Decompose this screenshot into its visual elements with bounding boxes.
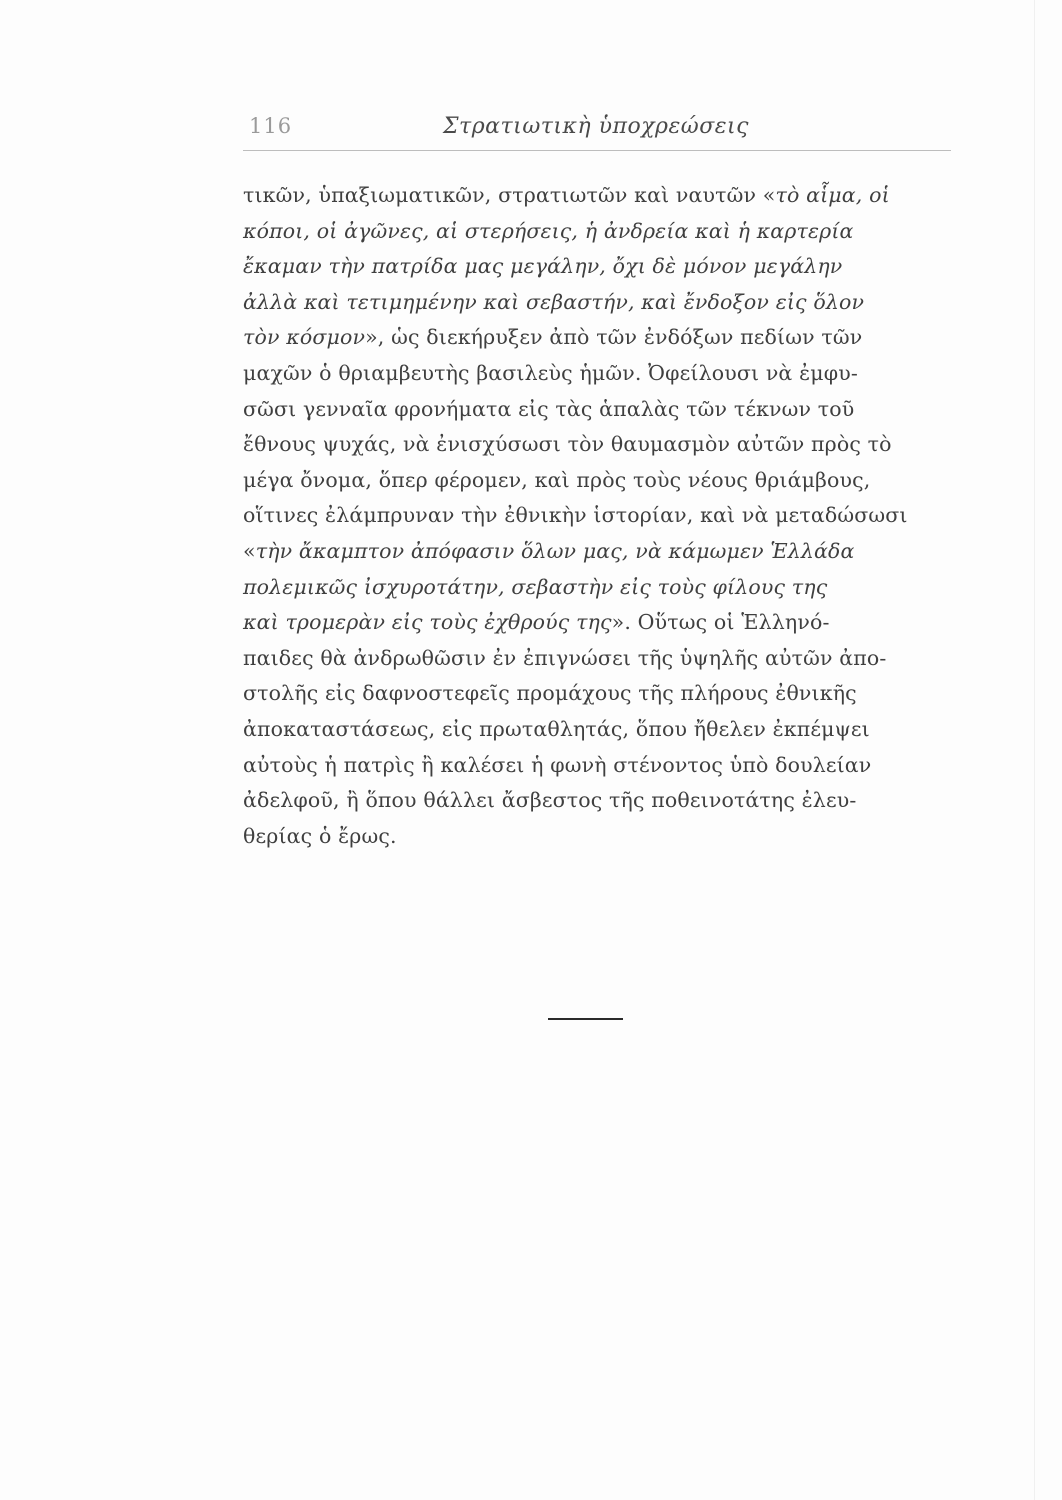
text-segment: », ὡς διεκήρυξεν ἀπὸ τῶν ἐνδόξων πεδίων τῶν <box>365 325 863 350</box>
text-line <box>243 819 963 855</box>
italic-quote-segment: τὸν κόσμον <box>243 325 366 350</box>
text-line <box>243 712 963 748</box>
text-line <box>243 178 963 214</box>
text-segment: οἵτινες ἐλάμπρυναν τὴν ἐθνικὴν ἱστορίαν, καὶ νὰ μεταδώσωσι <box>243 503 908 528</box>
text-segment: στολῆς εἰς δαφνοστεφεῖς προμάχους τῆς πλήρους ἐθνικῆς <box>243 681 857 706</box>
text-line <box>243 783 963 819</box>
text-line <box>243 427 963 463</box>
page-number: 116 <box>249 114 293 138</box>
italic-quote-segment: τὴν ἄκαμπτον ἀπόφασιν ὅλων μας, νὰ κάμωμεν Ἑλλάδα <box>255 538 855 563</box>
text-line <box>243 605 963 641</box>
scan-edge-shadow <box>1034 0 1035 1500</box>
italic-quote-segment: τὸ αἷμα, οἱ <box>775 183 890 207</box>
italic-quote-segment: ἔκαμαν τὴν πατρίδα μας μεγάλην, ὄχι δὲ μόνον μεγάλην <box>243 254 843 279</box>
text-segment: τικῶν, ὑπαξιωματικῶν, στρατιωτῶν καὶ ναυτῶν « <box>243 183 776 207</box>
text-segment: ἔθνους ψυχάς, νὰ ἐνισχύσωσι τὸν θαυμασμὸν αὐτῶν πρὸς τὸ <box>243 432 892 457</box>
italic-quote-segment: καὶ τρομερὰν εἰς τοὺς ἐχθρούς της <box>243 610 612 635</box>
text-segment: ἀποκαταστάσεως, εἰς πρωταθλητάς, ὅπου ἤθελεν ἐκπέμψει <box>243 716 870 741</box>
body-text <box>243 178 963 854</box>
text-segment: θερίας ὁ ἔρως. <box>243 823 397 848</box>
text-line <box>243 498 963 534</box>
running-title: Στρατιωτικὴ ὑποχρεώσεις <box>443 114 750 139</box>
text-segment: αὐτοὺς ἡ πατρὶς ἢ καλέσει ἡ φωνὴ στένοντος ὑπὸ δουλείαν <box>243 752 872 777</box>
text-line <box>243 534 963 570</box>
text-segment: παιδες θὰ ἀνδρωθῶσιν ἐν ἐπιγνώσει τῆς ὑψηλῆς αὐτῶν ἀπο- <box>243 645 887 670</box>
text-line <box>243 214 963 250</box>
end-rule <box>548 1018 623 1020</box>
text-line <box>243 285 963 321</box>
text-segment: ἀδελφοῦ, ἢ ὅπου θάλλει ἄσβεστος τῆς ποθεινοτάτης ἐλευ- <box>243 788 857 813</box>
text-segment: μέγα ὄνομα, ὅπερ φέρομεν, καὶ πρὸς τοὺς νέους θριάμβους, <box>243 467 871 492</box>
header-rule <box>243 150 951 151</box>
text-line <box>243 356 963 392</box>
italic-quote-segment: πολεμικῶς ἰσχυροτάτην, σεβαστὴν εἰς τοὺς φίλους της <box>243 574 828 599</box>
italic-quote-segment: ἀλλὰ καὶ τετιμημένην καὶ σεβαστήν, καὶ ἔνδοξον εἰς ὅλον <box>243 289 865 314</box>
text-segment: ». Οὕτως οἱ Ἑλληνό- <box>611 610 830 635</box>
text-line <box>243 463 963 499</box>
italic-quote-segment: κόποι, οἱ ἀγῶνες, αἱ στερήσεις, ἡ ἀνδρεία καὶ ἡ καρτερία <box>243 218 854 243</box>
text-segment: σῶσι γενναῖα φρονήματα εἰς τὰς ἁπαλὰς τῶν τέκνων τοῦ <box>243 396 855 421</box>
text-line <box>243 320 963 356</box>
text-line <box>243 676 963 712</box>
text-line <box>243 748 963 784</box>
text-line <box>243 641 963 677</box>
text-line <box>243 249 963 285</box>
text-line <box>243 392 963 428</box>
text-line <box>243 570 963 606</box>
page-header <box>243 108 951 146</box>
text-segment: μαχῶν ὁ θριαμβευτὴς βασιλεὺς ἡμῶν. Ὀφείλουσι νὰ ἐμφυ- <box>243 360 858 385</box>
text-segment: « <box>243 538 256 563</box>
